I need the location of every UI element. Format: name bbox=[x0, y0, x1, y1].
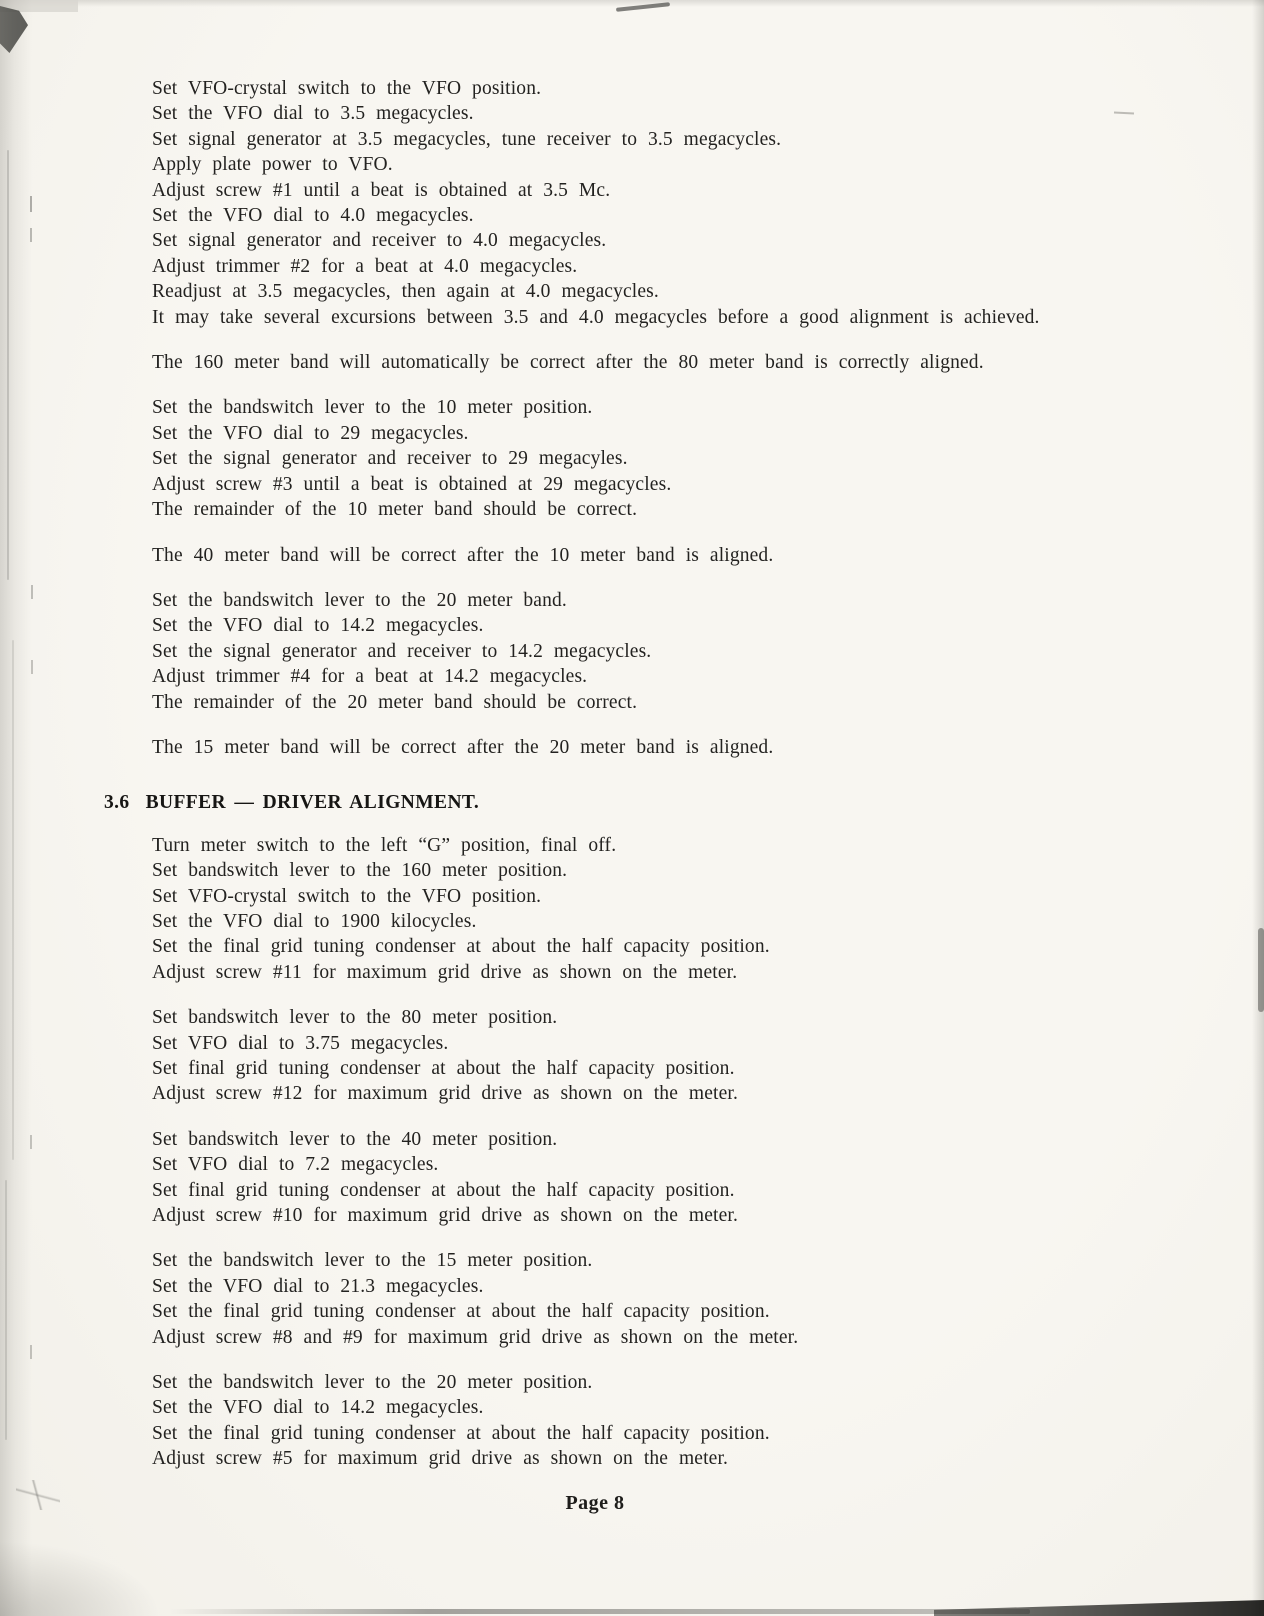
text-line: Turn meter switch to the left “G” position, final off. bbox=[152, 834, 617, 856]
paragraph bbox=[152, 1005, 1162, 1107]
paragraph bbox=[152, 1370, 1162, 1472]
text-line: Set the VFO dial to 29 megacycles. bbox=[152, 422, 469, 444]
scan-artifact-left-tick bbox=[30, 228, 32, 242]
paragraph bbox=[152, 1248, 1162, 1350]
text-line: Set the VFO dial to 14.2 megacycles. bbox=[152, 615, 484, 637]
text-line: The 40 meter band will be correct after the 10 meter band is aligned. bbox=[152, 544, 774, 566]
scan-artifact-bottom-right-blob bbox=[934, 1600, 1264, 1616]
section-title: BUFFER — DRIVER ALIGNMENT. bbox=[145, 792, 480, 814]
text-line: Set signal generator at 3.5 megacycles, tune receiver to 3.5 megacycles. bbox=[152, 128, 782, 150]
text-line: Set the VFO dial to 21.3 megacycles. bbox=[152, 1275, 484, 1297]
text-line: Adjust screw #5 for maximum grid drive as shown on the meter. bbox=[152, 1448, 729, 1470]
text-line: Adjust screw #10 for maximum grid drive as shown on the meter. bbox=[152, 1205, 738, 1227]
scan-artifact-bottom-left-smudge bbox=[0, 1541, 160, 1616]
text-line: Set the bandswitch lever to the 15 meter position. bbox=[152, 1250, 593, 1272]
text-line: Set the VFO dial to 14.2 megacycles. bbox=[152, 1397, 484, 1419]
paragraph bbox=[152, 1127, 1162, 1229]
scan-artifact-left-tick bbox=[30, 1135, 32, 1149]
scan-artifact-left-edge bbox=[0, 0, 32, 1616]
scan-artifact-left-tick bbox=[30, 196, 32, 212]
paragraph bbox=[152, 76, 1162, 330]
text-line: Set bandswitch lever to the 80 meter position. bbox=[152, 1007, 558, 1029]
text-line: Set the final grid tuning condenser at about the half capacity position. bbox=[152, 936, 770, 958]
text-line: Set the final grid tuning condenser at about the half capacity position. bbox=[152, 1422, 770, 1444]
paragraph bbox=[152, 588, 1162, 715]
paragraph bbox=[152, 543, 1162, 568]
text-line: Adjust screw #1 until a beat is obtained at 3.5 Mc. bbox=[152, 179, 611, 201]
text-line: Set the VFO dial to 3.5 megacycles. bbox=[152, 103, 474, 125]
text-line: Set the signal generator and receiver to 14.2 megacycles. bbox=[152, 640, 652, 662]
text-line: Adjust screw #12 for maximum grid drive as shown on the meter. bbox=[152, 1083, 738, 1105]
text-line: Set the final grid tuning condenser at about the half capacity position. bbox=[152, 1301, 770, 1323]
text-line: The 15 meter band will be correct after the 20 meter band is aligned. bbox=[152, 736, 774, 758]
scan-artifact-left-streak bbox=[12, 640, 14, 1160]
text-line: Set VFO dial to 3.75 megacycles. bbox=[152, 1032, 449, 1054]
page-number: Page 8 bbox=[565, 1492, 625, 1514]
text-line: Set bandswitch lever to the 40 meter position. bbox=[152, 1128, 558, 1150]
text-line: Set final grid tuning condenser at about the half capacity position. bbox=[152, 1058, 735, 1079]
scan-artifact-left-tick bbox=[31, 585, 33, 599]
text-line: Set final grid tuning condenser at about the half capacity position. bbox=[152, 1179, 735, 1201]
text-line: Set bandswitch lever to the 160 meter position. bbox=[152, 860, 568, 882]
scan-artifact-bottom-strip bbox=[170, 1609, 1030, 1614]
text-line: Set VFO dial to 7.2 megacycles. bbox=[152, 1154, 439, 1176]
paragraph bbox=[152, 735, 1162, 760]
scan-artifact-left-tick bbox=[31, 660, 33, 674]
document-body bbox=[104, 76, 1162, 1492]
text-line: Readjust at 3.5 megacycles, then again at 4.0 megacycles. bbox=[152, 281, 659, 303]
text-line: Set the bandswitch lever to the 10 meter position. bbox=[152, 397, 593, 419]
text-line: The remainder of the 10 meter band should be correct. bbox=[152, 499, 638, 521]
paragraph bbox=[152, 395, 1162, 522]
text-line: Set VFO-crystal switch to the VFO position. bbox=[152, 78, 542, 99]
text-line: Adjust screw #3 until a beat is obtained at 29 megacycles. bbox=[152, 473, 672, 495]
section-number: 3.6 bbox=[104, 792, 130, 814]
text-line: Adjust trimmer #2 for a beat at 4.0 megacycles. bbox=[152, 255, 578, 277]
text-line: Set the bandswitch lever to the 20 meter band. bbox=[152, 589, 567, 611]
text-line: Set the VFO dial to 1900 kilocycles. bbox=[152, 910, 477, 932]
text-line: It may take several excursions between 3.5 and 4.0 megacycles before a good alignment is achieved. bbox=[152, 306, 1040, 328]
scan-artifact-left-tick bbox=[30, 1345, 32, 1359]
text-line: Adjust screw #11 for maximum grid drive as shown on the meter. bbox=[152, 961, 738, 983]
text-line: The remainder of the 20 meter band should be correct. bbox=[152, 691, 638, 713]
text-line: Set VFO-crystal switch to the VFO position. bbox=[152, 885, 542, 907]
text-line: Set the signal generator and receiver to 29 megacyles. bbox=[152, 448, 628, 470]
scan-artifact-top-left-edge bbox=[0, 0, 78, 12]
scan-artifact-top-edge bbox=[0, 0, 1264, 7]
scan-artifact-left-streak bbox=[7, 150, 9, 580]
scan-artifact-top-left-mark bbox=[0, 5, 28, 53]
text-line: The 160 meter band will automatically be correct after the 80 meter band is correctly aligned. bbox=[152, 352, 984, 374]
section-heading bbox=[104, 790, 1162, 815]
text-line: Set signal generator and receiver to 4.0 megacycles. bbox=[152, 230, 607, 252]
scan-artifact-right-edge bbox=[1252, 0, 1264, 1616]
paragraph bbox=[152, 833, 1162, 985]
text-line: Apply plate power to VFO. bbox=[152, 154, 393, 176]
scan-artifact-top-center-line bbox=[616, 2, 670, 12]
text-line: Set the bandswitch lever to the 20 meter position. bbox=[152, 1372, 593, 1394]
text-line: Adjust trimmer #4 for a beat at 14.2 megacycles. bbox=[152, 666, 588, 688]
text-line: Adjust screw #8 and #9 for maximum grid drive as shown on the meter. bbox=[152, 1326, 799, 1348]
text-line: Set the VFO dial to 4.0 megacycles. bbox=[152, 205, 474, 227]
paragraph bbox=[152, 350, 1162, 375]
scan-artifact-right-patch bbox=[1258, 928, 1264, 1012]
scan-artifact-left-streak bbox=[5, 1180, 7, 1440]
